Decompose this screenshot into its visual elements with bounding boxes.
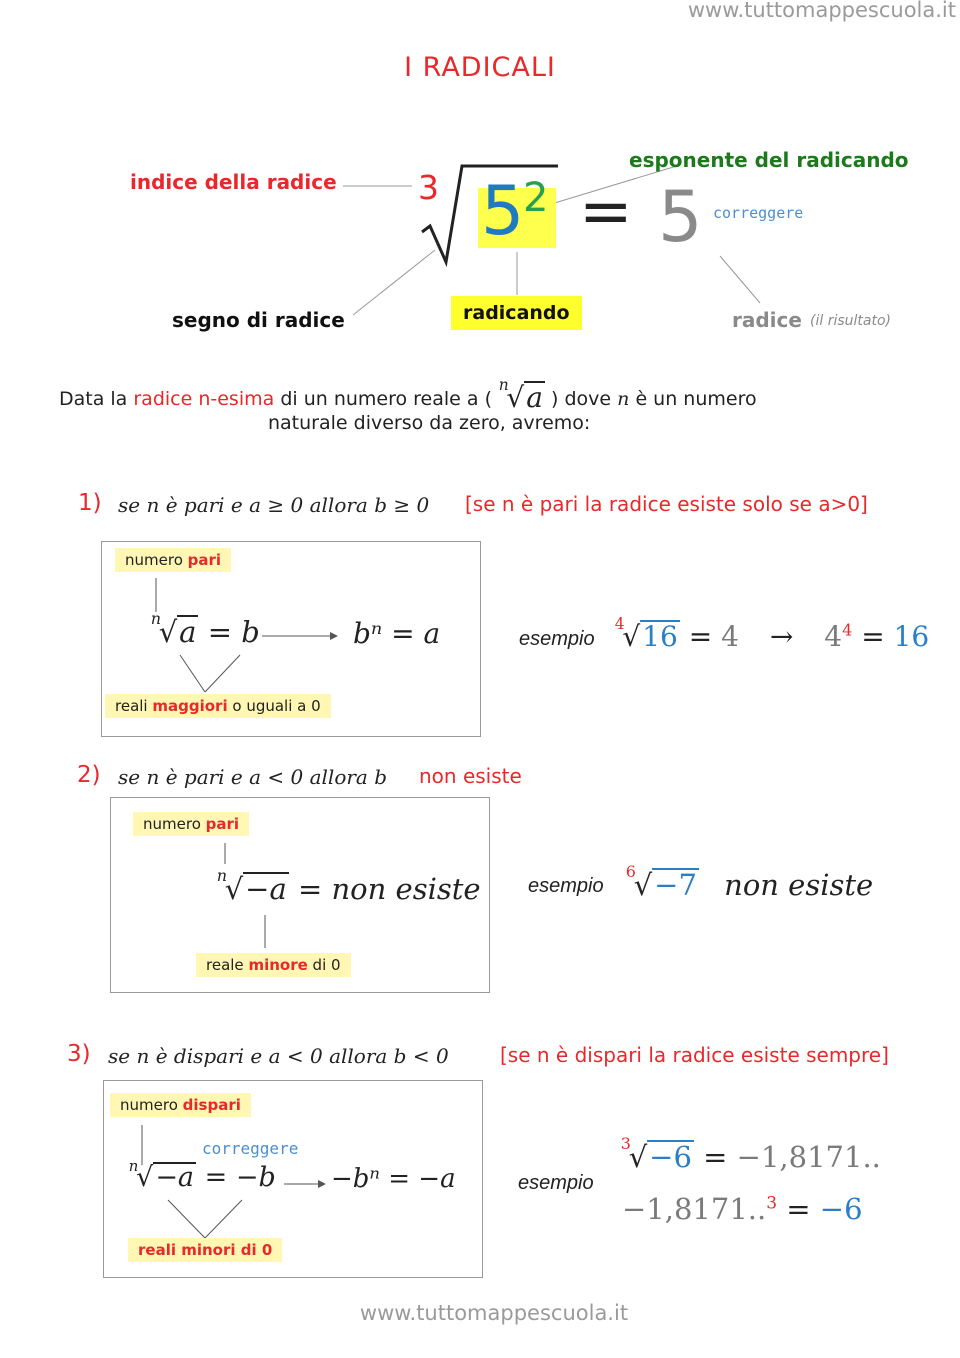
case1-bottom-label: reali maggiori o uguali a 0 [105, 694, 331, 718]
case1-condition: se n è pari e a ≥ 0 allora b ≥ 0 [118, 493, 430, 517]
case1-example-label: esempio [519, 628, 595, 650]
radicand-label: radicando [451, 296, 582, 330]
case2-number: 2) [77, 762, 101, 788]
case3-formula-right: −bⁿ = −a [331, 1164, 456, 1194]
intro-highlight: radice n-esima [133, 388, 275, 410]
index-label: indice della radice [130, 170, 337, 194]
exponent-label: esponente del radicando [629, 148, 909, 172]
case3-correction-note: correggere [202, 1139, 299, 1158]
page-title: I RADICALI [404, 52, 556, 83]
case3-example-line2: −1,8171..$^3$ = −6 [622, 1192, 863, 1226]
intro-part2: di un numero reale a ( [280, 388, 492, 410]
case2-condition: se n è pari e a < 0 allora b [118, 765, 388, 789]
case2-formula: n √−a = non esiste [216, 866, 481, 906]
case1-formula: n √a = b [150, 609, 260, 649]
case2-bottom-label: reale minore di 0 [196, 953, 351, 977]
result-value: 5 [658, 176, 703, 258]
intro-part4: è un numero [635, 388, 757, 410]
case1-example: 4 $√16 = 4 \to 4^4 = 16$ [614, 614, 930, 653]
intro-line-2: naturale diverso da zero, avremo: [268, 412, 591, 434]
case1-note: [se n è pari la radice esiste solo se a>0] [465, 492, 868, 516]
sign-label: segno di radice [172, 308, 345, 332]
intro-n: n [617, 388, 630, 410]
case3-number: 3) [67, 1041, 91, 1067]
case3-bottom-label: reali minori di 0 [128, 1238, 282, 1262]
intro-part1: Data la [59, 388, 128, 410]
equals-sign: = [579, 175, 633, 249]
case3-formula: n √−a = −b [128, 1156, 276, 1193]
result-label: radice [732, 308, 802, 332]
case1-formula-right: bⁿ = a [353, 617, 441, 650]
correction-note: correggere [713, 204, 804, 222]
radicand-base: 5 [481, 172, 525, 251]
case2-note: non esiste [419, 764, 522, 788]
site-url-bottom[interactable]: www.tuttomappescuola.it [359, 1301, 629, 1325]
case2-top-label: numero pari [133, 812, 249, 836]
intro-line-1 [59, 375, 757, 414]
case3-top-label: numero dispari [110, 1093, 251, 1117]
result-hint: (il risultato) [810, 313, 891, 329]
case3-example-line1: 3 √−6 = −1,8171.. [620, 1134, 881, 1174]
intro-root: n √a [498, 375, 543, 414]
case3-note: [se n è dispari la radice esiste sempre] [500, 1043, 889, 1067]
case2-example: 6 √−7 non esiste [625, 862, 874, 902]
case3-condition: se n è dispari e a < 0 allora b < 0 [108, 1044, 449, 1068]
site-url-top[interactable]: www.tuttomappescuola.it [687, 0, 956, 22]
radicand-exponent: 2 [523, 175, 549, 221]
case1-top-label: numero pari [115, 548, 231, 572]
case1-number: 1) [78, 490, 102, 516]
case2-example-label: esempio [528, 875, 604, 897]
case3-example-label: esempio [518, 1172, 594, 1194]
index-value: 3 [418, 168, 439, 207]
intro-part3: ) dove [551, 388, 612, 410]
